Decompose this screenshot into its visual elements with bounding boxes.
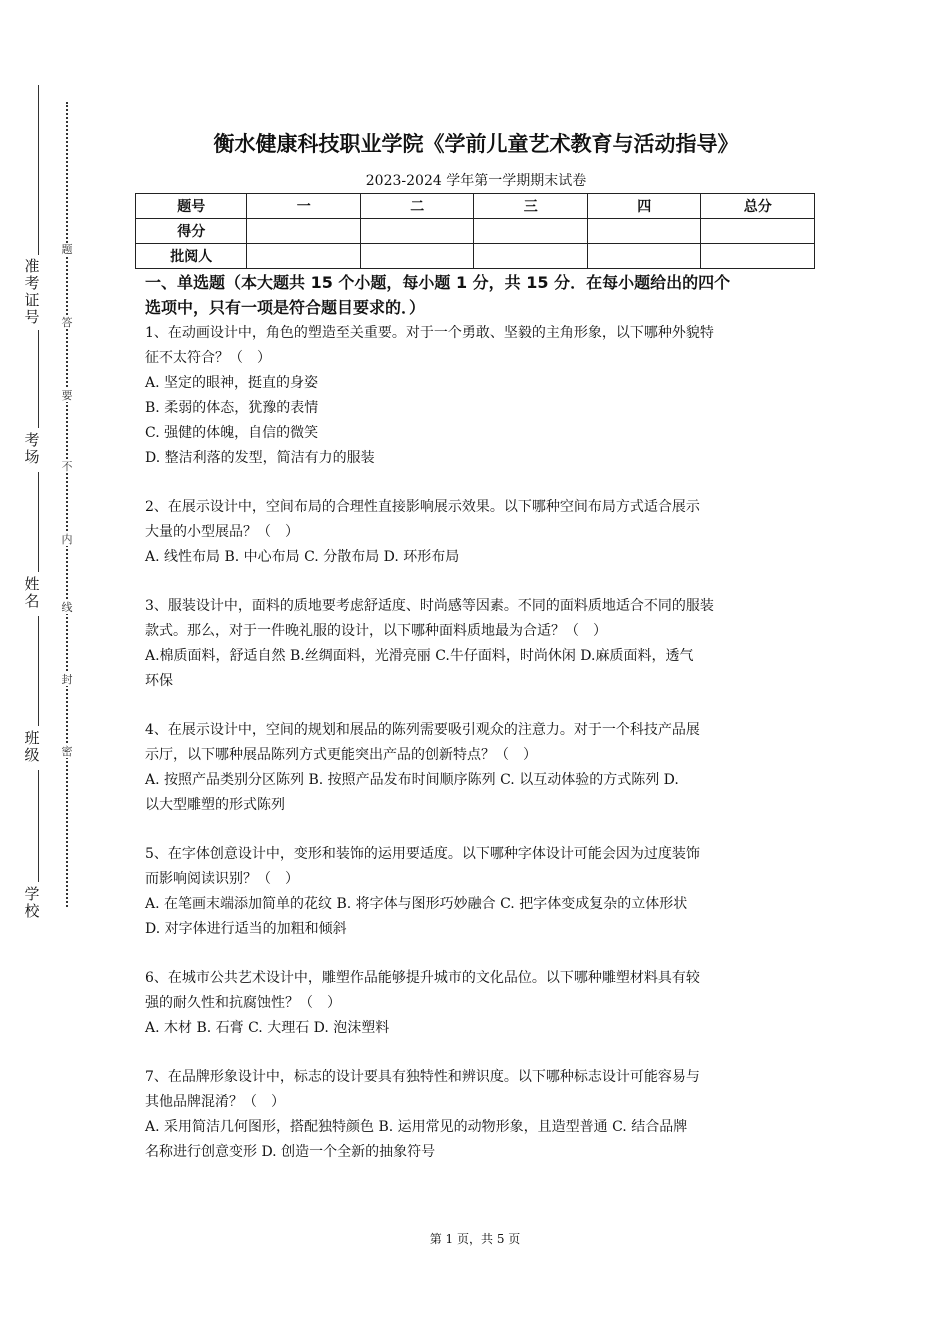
dotted-char: 封 bbox=[61, 673, 73, 686]
reviewer-cell[interactable] bbox=[701, 244, 815, 269]
question-option: A. 在笔画末端添加简单的花纹 B. 将字体与图形巧妙融合 C. 把字体变成复杂的立体形状 bbox=[145, 896, 688, 912]
binding-label-name: 姓名 bbox=[24, 575, 40, 610]
score-header-cell: 四 bbox=[587, 194, 701, 219]
section-heading-line: 一、单选题（本大题共 15 个小题，每小题 1 分，共 15 分．在每小题给出的四个 bbox=[145, 273, 731, 292]
score-header-cell: 题号 bbox=[136, 194, 247, 219]
reviewer-cell[interactable] bbox=[247, 244, 361, 269]
question-item bbox=[145, 321, 810, 471]
question-option: A. 木材 B. 石膏 C. 大理石 D. 泡沫塑料 bbox=[145, 1020, 390, 1036]
section-heading bbox=[145, 270, 815, 320]
dotted-char: 不 bbox=[61, 460, 73, 473]
binding-margin bbox=[0, 0, 110, 1344]
question-stem: 7、在品牌形象设计中，标志的设计要具有独特性和辨识度。以下哪种标志设计可能容易与 bbox=[145, 1069, 700, 1085]
section-heading-line: 选项中，只有一项是符合题目要求的．） bbox=[145, 298, 426, 317]
score-header-cell: 总分 bbox=[701, 194, 815, 219]
question-option: A. 线性布局 B. 中心布局 C. 分散布局 D. 环形布局 bbox=[145, 549, 460, 565]
score-cell[interactable] bbox=[360, 219, 474, 244]
question-option: 环保 bbox=[145, 673, 173, 689]
question-stem: 4、在展示设计中，空间的规划和展品的陈列需要吸引观众的注意力。对于一个科技产品展 bbox=[145, 722, 700, 738]
score-table-row bbox=[136, 244, 815, 269]
question-item bbox=[145, 842, 810, 942]
binding-line bbox=[38, 330, 39, 428]
dotted-char: 密 bbox=[61, 745, 73, 758]
dotted-char: 答 bbox=[61, 316, 73, 329]
question-option: 名称进行创意变形 D. 创造一个全新的抽象符号 bbox=[145, 1144, 436, 1160]
question-stem: 而影响阅读识别？（ ） bbox=[145, 871, 299, 887]
binding-line bbox=[38, 472, 39, 572]
score-header-cell: 一 bbox=[247, 194, 361, 219]
question-option: D. 对字体进行适当的加粗和倾斜 bbox=[145, 921, 347, 937]
binding-label-exam-room: 考场 bbox=[24, 431, 40, 466]
question-option: 以大型雕塑的形式陈列 bbox=[145, 797, 285, 813]
page-subtitle: 2023-2024 学年第一学期期末试卷 bbox=[365, 173, 587, 189]
page-footer: 第 1 页，共 5 页 bbox=[429, 1232, 521, 1246]
question-option: B. 柔弱的体态，犹豫的表情 bbox=[145, 400, 319, 416]
question-item bbox=[145, 718, 810, 818]
question-stem: 6、在城市公共艺术设计中，雕塑作品能够提升城市的文化品位。以下哪种雕塑材料具有较 bbox=[145, 970, 700, 986]
binding-line bbox=[38, 85, 39, 255]
question-stem: 5、在字体创意设计中，变形和装饰的运用要适度。以下哪种字体设计可能会因为过度装饰 bbox=[145, 846, 700, 862]
question-option: D. 整洁利落的发型，简洁有力的服装 bbox=[145, 450, 375, 466]
score-table bbox=[135, 193, 815, 269]
reviewer-cell[interactable] bbox=[587, 244, 701, 269]
score-table-row bbox=[136, 219, 815, 244]
question-option: C. 强健的体魄，自信的微笑 bbox=[145, 425, 319, 441]
question-option: A.棉质面料，舒适自然 B.丝绸面料，光滑亮丽 C.牛仔面料，时尚休闲 D.麻质面料，透气 bbox=[145, 648, 694, 664]
question-list bbox=[145, 321, 810, 1189]
question-stem: 示厅，以下哪种展品陈列方式更能突出产品的创新特点？（ ） bbox=[145, 747, 537, 763]
question-stem: 款式。那么，对于一件晚礼服的设计，以下哪种面料质地最为合适？（ ） bbox=[145, 623, 607, 639]
binding-line bbox=[38, 616, 39, 726]
question-stem: 1、在动画设计中，角色的塑造至关重要。对于一个勇敢、坚毅的主角形象，以下哪种外貌特 bbox=[145, 325, 714, 341]
question-stem: 强的耐久性和抗腐蚀性？（ ） bbox=[145, 995, 341, 1011]
dotted-char: 线 bbox=[61, 601, 73, 614]
binding-label-class: 班级 bbox=[24, 729, 40, 764]
score-row-label: 批阅人 bbox=[136, 244, 247, 269]
binding-label-exam-id: 准考证号 bbox=[24, 257, 40, 326]
score-row-label: 得分 bbox=[136, 219, 247, 244]
question-stem: 3、服装设计中，面料的质地要考虑舒适度、时尚感等因素。不同的面料质地适合不同的服装 bbox=[145, 598, 714, 614]
question-option: A. 采用简洁几何图形，搭配独特颜色 B. 运用常见的动物形象，且造型普通 C. 结合品牌 bbox=[145, 1119, 688, 1135]
dotted-cut-line bbox=[66, 102, 68, 907]
question-item bbox=[145, 495, 810, 570]
question-stem: 征不太符合？（ ） bbox=[145, 350, 271, 366]
question-stem: 其他品牌混淆？（ ） bbox=[145, 1094, 285, 1110]
question-item bbox=[145, 1065, 810, 1165]
dotted-char: 内 bbox=[61, 533, 73, 546]
score-cell[interactable] bbox=[474, 219, 588, 244]
dotted-char: 题 bbox=[61, 243, 73, 256]
binding-label-school: 学校 bbox=[24, 885, 40, 920]
question-option: A. 按照产品类别分区陈列 B. 按照产品发布时间顺序陈列 C. 以互动体验的方式陈列 D. bbox=[145, 772, 679, 788]
question-stem: 大量的小型展品？（ ） bbox=[145, 524, 299, 540]
score-cell[interactable] bbox=[587, 219, 701, 244]
score-header-cell: 二 bbox=[360, 194, 474, 219]
question-stem: 2、在展示设计中，空间布局的合理性直接影响展示效果。以下哪种空间布局方式适合展示 bbox=[145, 499, 700, 515]
question-item bbox=[145, 966, 810, 1041]
score-cell[interactable] bbox=[701, 219, 815, 244]
score-table-header-row bbox=[136, 194, 815, 219]
binding-line bbox=[38, 770, 39, 882]
page-title: 衡水健康科技职业学院《学前儿童艺术教育与活动指导》 bbox=[213, 132, 739, 156]
reviewer-cell[interactable] bbox=[360, 244, 474, 269]
score-cell[interactable] bbox=[247, 219, 361, 244]
reviewer-cell[interactable] bbox=[474, 244, 588, 269]
question-item bbox=[145, 594, 810, 694]
question-option: A. 坚定的眼神，挺直的身姿 bbox=[145, 375, 319, 391]
score-header-cell: 三 bbox=[474, 194, 588, 219]
dotted-char: 要 bbox=[61, 389, 73, 402]
